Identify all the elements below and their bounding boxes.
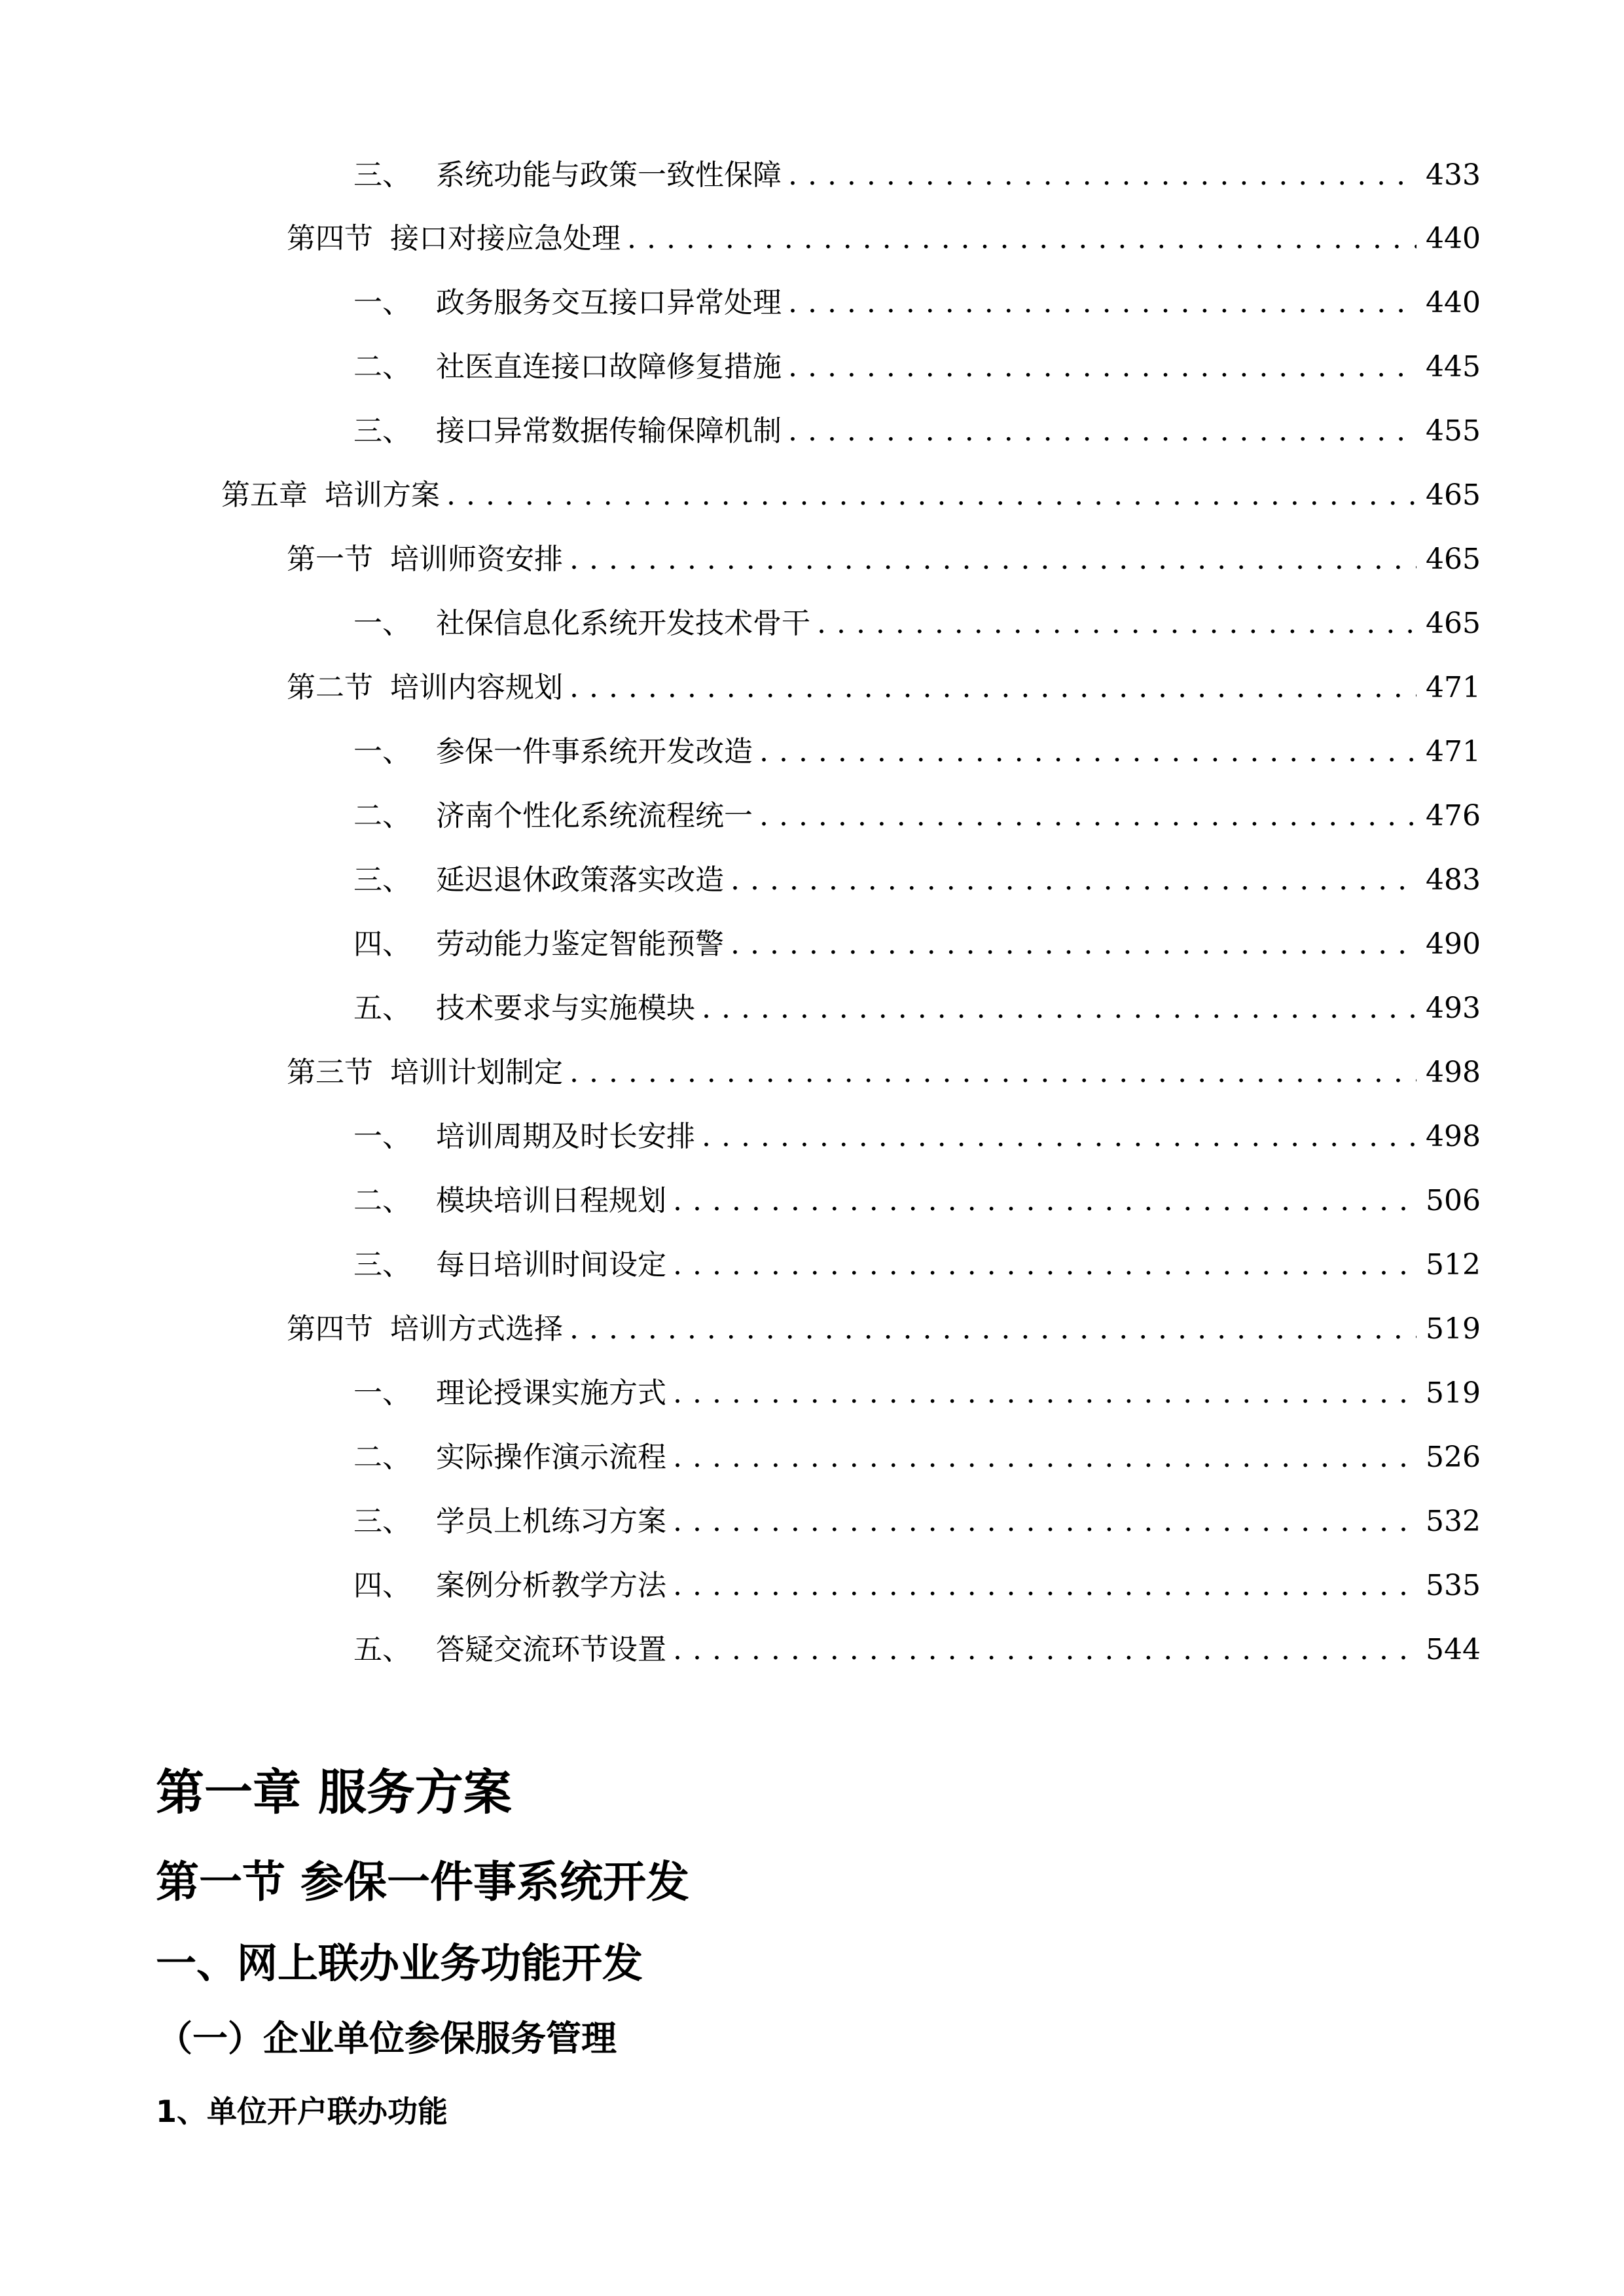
toc-entry-page: 433: [1426, 158, 1481, 192]
toc-entry-number: 二、: [353, 1184, 411, 1217]
toc-entry-page: 483: [1426, 863, 1481, 897]
toc-entry-page: 445: [1426, 350, 1481, 384]
toc-entry[interactable]: [287, 665, 1481, 711]
toc-entry-title: 模块培训日程规划: [436, 1184, 666, 1217]
toc-entry-page: 455: [1426, 414, 1481, 448]
toc-leader-dots: [759, 793, 1416, 839]
toc-leader-dots: [788, 152, 1416, 198]
toc-entry-page: 532: [1426, 1505, 1481, 1538]
toc-entry[interactable]: [353, 922, 1481, 967]
toc-entry-page: 535: [1426, 1569, 1481, 1602]
toc-entry[interactable]: [353, 601, 1481, 647]
toc-entry[interactable]: [353, 1563, 1481, 1609]
toc-leader-dots: [569, 1050, 1416, 1096]
toc-entry-title: 延迟退休政策落实改造: [436, 863, 724, 897]
toc-entry-page: 471: [1426, 735, 1481, 768]
toc-entry[interactable]: [353, 1435, 1481, 1480]
toc-leader-dots: [788, 408, 1416, 454]
toc-entry-number: 四、: [353, 1569, 411, 1602]
toc-leader-dots: [673, 1242, 1416, 1288]
toc-leader-dots: [759, 729, 1416, 775]
toc-leader-dots: [731, 857, 1416, 903]
toc-entry-page: 519: [1426, 1376, 1481, 1410]
toc-entry-number: 四、: [353, 927, 411, 961]
toc-leader-dots: [673, 1627, 1416, 1673]
toc-entry-number: 二、: [353, 350, 411, 384]
toc-leader-dots: [569, 1306, 1416, 1352]
toc-entry-number: 五、: [353, 1633, 411, 1666]
toc-entry-number: 一、: [353, 1120, 411, 1153]
toc-entry[interactable]: [353, 408, 1481, 454]
chapter-heading: 第一章 服务方案: [156, 1765, 512, 1821]
toc-entry[interactable]: [353, 280, 1481, 326]
toc-leader-dots: [702, 1114, 1416, 1160]
toc-entry-number: 三、: [353, 158, 411, 192]
toc-entry[interactable]: [353, 1371, 1481, 1416]
toc-entry[interactable]: [353, 344, 1481, 390]
toc-entry[interactable]: [353, 729, 1481, 775]
toc-entry-title: 济南个性化系统流程统一: [436, 799, 753, 833]
toc-leader-dots: [673, 1563, 1416, 1609]
toc-leader-dots: [569, 665, 1416, 711]
toc-leader-dots: [569, 537, 1416, 583]
toc-entry-number: 第一节: [287, 543, 373, 576]
toc-entry-title: 劳动能力鉴定智能预警: [436, 927, 724, 961]
toc-entry-title: 学员上机练习方案: [436, 1505, 666, 1538]
toc-entry[interactable]: [353, 986, 1481, 1031]
toc-leader-dots: [673, 1371, 1416, 1416]
toc-entry-page: 544: [1426, 1633, 1481, 1666]
toc-entry-page: 465: [1426, 478, 1481, 512]
toc-entry-title: 政务服务交互接口异常处理: [436, 286, 782, 319]
toc-entry[interactable]: [353, 1178, 1481, 1224]
toc-entry-page: 471: [1426, 671, 1481, 704]
toc-entry-title: 培训师资安排: [390, 543, 563, 576]
toc-entry-title: 参保一件事系统开发改造: [436, 735, 753, 768]
toc-leader-dots: [446, 473, 1416, 518]
toc-entry[interactable]: [353, 793, 1481, 839]
toc-entry-page: 476: [1426, 799, 1481, 833]
toc-entry-title: 案例分析教学方法: [436, 1569, 666, 1602]
toc-entry-number: 第四节: [287, 222, 373, 255]
toc-entry-number: 五、: [353, 992, 411, 1025]
toc-leader-dots: [788, 280, 1416, 326]
toc-entry-page: 512: [1426, 1248, 1481, 1282]
toc-entry-page: 440: [1426, 222, 1481, 255]
toc-entry-title: 答疑交流环节设置: [436, 1633, 666, 1666]
toc-entry-number: 三、: [353, 1248, 411, 1282]
section-heading: 第一节 参保一件事系统开发: [156, 1857, 689, 1907]
toc-entry-title: 培训计划制定: [390, 1056, 563, 1089]
toc-entry[interactable]: [353, 152, 1481, 198]
toc-entry-title: 系统功能与政策一致性保障: [436, 158, 782, 192]
toc-entry-number: 第三节: [287, 1056, 373, 1089]
toc-leader-dots: [817, 601, 1416, 647]
toc-entry-title: 社医直连接口故障修复措施: [436, 350, 782, 384]
toc-entry[interactable]: [221, 473, 1481, 518]
toc-entry-number: 二、: [353, 799, 411, 833]
toc-entry-number: 第二节: [287, 671, 373, 704]
toc-entry-page: 490: [1426, 927, 1481, 961]
toc-entry[interactable]: [287, 537, 1481, 583]
toc-entry[interactable]: [353, 1499, 1481, 1545]
toc-leader-dots: [673, 1499, 1416, 1545]
toc-entry-title: 每日培训时间设定: [436, 1248, 666, 1282]
toc-entry-page: 519: [1426, 1312, 1481, 1346]
toc-leader-dots: [673, 1178, 1416, 1224]
toc-entry-page: 498: [1426, 1056, 1481, 1089]
toc-entry-title: 实际操作演示流程: [436, 1441, 666, 1474]
toc-entry-page: 493: [1426, 992, 1481, 1025]
toc-entry-number: 第五章: [221, 478, 308, 512]
toc-entry-number: 三、: [353, 863, 411, 897]
toc-entry-number: 二、: [353, 1441, 411, 1474]
toc-entry-page: 506: [1426, 1184, 1481, 1217]
toc-entry-page: 440: [1426, 286, 1481, 319]
toc-leader-dots: [673, 1435, 1416, 1480]
toc-entry-number: 一、: [353, 286, 411, 319]
toc-entry-title: 培训方式选择: [390, 1312, 563, 1346]
subsubsection-heading: （一）企业单位参保服务管理: [157, 2018, 617, 2059]
toc-entry[interactable]: [287, 1306, 1481, 1352]
toc-entry-title: 培训周期及时长安排: [436, 1120, 695, 1153]
toc-entry-number: 第四节: [287, 1312, 373, 1346]
toc-entry[interactable]: [287, 1050, 1481, 1096]
toc-entry-page: 465: [1426, 607, 1481, 640]
toc-entry-number: 一、: [353, 735, 411, 768]
toc-entry-page: 498: [1426, 1120, 1481, 1153]
toc-entry-title: 技术要求与实施模块: [436, 992, 695, 1025]
toc-entry[interactable]: [287, 216, 1481, 262]
toc-entry-title: 接口对接应急处理: [390, 222, 621, 255]
toc-entry-title: 接口异常数据传输保障机制: [436, 414, 782, 448]
toc-leader-dots: [731, 922, 1416, 967]
toc-entry-title: 培训方案: [325, 478, 440, 512]
toc-entry[interactable]: [353, 857, 1481, 903]
toc-entry-page: 526: [1426, 1441, 1481, 1474]
toc-entry-number: 一、: [353, 1376, 411, 1410]
subsection-heading: 一、网上联办业务功能开发: [156, 1939, 643, 1987]
item-heading: 1、单位开户联办功能: [156, 2094, 448, 2129]
toc-entry-number: 三、: [353, 1505, 411, 1538]
toc-entry-title: 理论授课实施方式: [436, 1376, 666, 1410]
toc-leader-dots: [788, 344, 1416, 390]
toc-entry-page: 465: [1426, 543, 1481, 576]
toc-entry-number: 三、: [353, 414, 411, 448]
toc-entry[interactable]: [353, 1627, 1481, 1673]
toc-entry-title: 培训内容规划: [390, 671, 563, 704]
toc-entry-title: 社保信息化系统开发技术骨干: [436, 607, 810, 640]
toc-entry[interactable]: [353, 1242, 1481, 1288]
toc-leader-dots: [627, 216, 1416, 262]
toc-entry[interactable]: [353, 1114, 1481, 1160]
toc-entry-number: 一、: [353, 607, 411, 640]
toc-leader-dots: [702, 986, 1416, 1031]
